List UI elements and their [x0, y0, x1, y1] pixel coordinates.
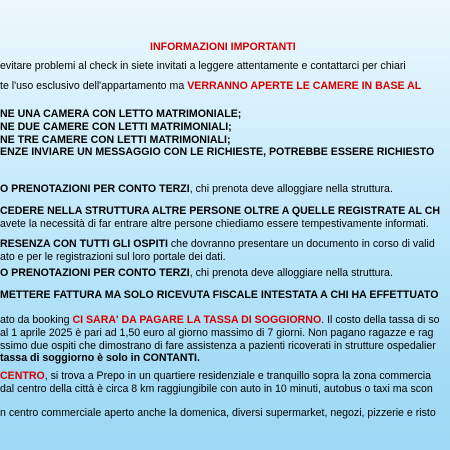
tax-highlight: CI SARA' DA PAGARE LA TASSA DI SOGGIORNO	[72, 314, 322, 326]
presence-rule-bold: RESENZA CON TUTTI GLI OSPITI	[0, 238, 168, 250]
page-title: INFORMAZIONI IMPORTANTI	[150, 41, 296, 53]
intro-line-1: evitare problemi al check in siete invitati a leggere attentamente e contattarci per chiari	[0, 60, 406, 72]
location-line-1-text: , si trova a Prepo in un quartiere residenziale e tranquillo sopra la zona commercia	[44, 370, 432, 382]
third-party-rule-2-bold: O PRENOTAZIONI PER CONTO TERZI	[0, 267, 190, 279]
location-line-3: n centro commerciale aperto anche la domenica, diversi supermarket, negozi, pizzerie e risto	[0, 407, 436, 419]
intro-line-2	[0, 80, 421, 93]
third-party-rule-1	[0, 183, 393, 196]
third-party-rule-1-text: , chi prenota deve alloggiare nella struttura.	[189, 183, 393, 195]
tax-line-4: tassa di soggiorno è solo in CONTANTI.	[0, 352, 200, 364]
invoice-rule: METTERE FATTURA MA SOLO RICEVUTA FISCALE INTESTATA A CHI HA EFFETTUATO	[0, 289, 439, 301]
third-party-rule-2	[0, 267, 393, 280]
tax-line-1-text: ato da booking	[0, 314, 73, 326]
intro-line-2-text: te l'uso esclusivo dell'appartamento ma	[0, 80, 188, 92]
location-highlight: CENTRO	[0, 370, 45, 382]
tax-line-2: al 1 aprile 2025 è pari ad 1,50 euro al giorno massimo di 7 giorni. Non pagano ragazze e rag	[0, 327, 434, 339]
tax-line-3: ssimo due ospiti che dimostrano di fare assistenza a pazienti ricoverati in strutture ospedalier	[0, 340, 436, 352]
room-option-1: NE UNA CAMERA CON LETTO MATRIMONIALE;	[0, 108, 242, 120]
tax-line-1	[0, 314, 440, 327]
presence-rule-text: che dovranno presentare un documento in corso di valid	[167, 238, 435, 250]
room-option-2: NE DUE CAMERE CON LETTI MATRIMONIALI;	[0, 121, 232, 133]
location-line-1	[0, 370, 431, 383]
presence-rule-note: ato e per le registrazioni sul loro portale dei dati.	[0, 251, 226, 263]
third-party-rule-1-bold: O PRENOTAZIONI PER CONTO TERZI	[0, 183, 190, 195]
location-line-2: dal centro della città è circa 8 km raggiungibile con auto in 10 minuti, autobus o taxi ma scon	[0, 383, 433, 395]
room-option-3: NE TRE CAMERE CON LETTI MATRIMONIALI;	[0, 134, 231, 146]
third-party-rule-2-text: , chi prenota deve alloggiare nella struttura.	[189, 267, 393, 279]
presence-rule	[0, 238, 435, 251]
intro-line-2-highlight: VERRANNO APERTE LE CAMERE IN BASE AL	[187, 80, 422, 92]
tax-line-1-tail: . Il costo della tassa di so	[321, 314, 440, 326]
extra-guests-note: avete la necessità di far entrare altre persone chiediamo essere tempestivamente informati.	[0, 218, 429, 230]
room-option-note: ENZE INVIARE UN MESSAGGIO CON LE RICHIESTE, POTREBBE ESSERE RICHIESTO	[0, 146, 435, 158]
extra-guests-rule: CEDERE NELLA STRUTTURA ALTRE PERSONE OLTRE A QUELLE REGISTRATE AL CH	[0, 205, 441, 217]
